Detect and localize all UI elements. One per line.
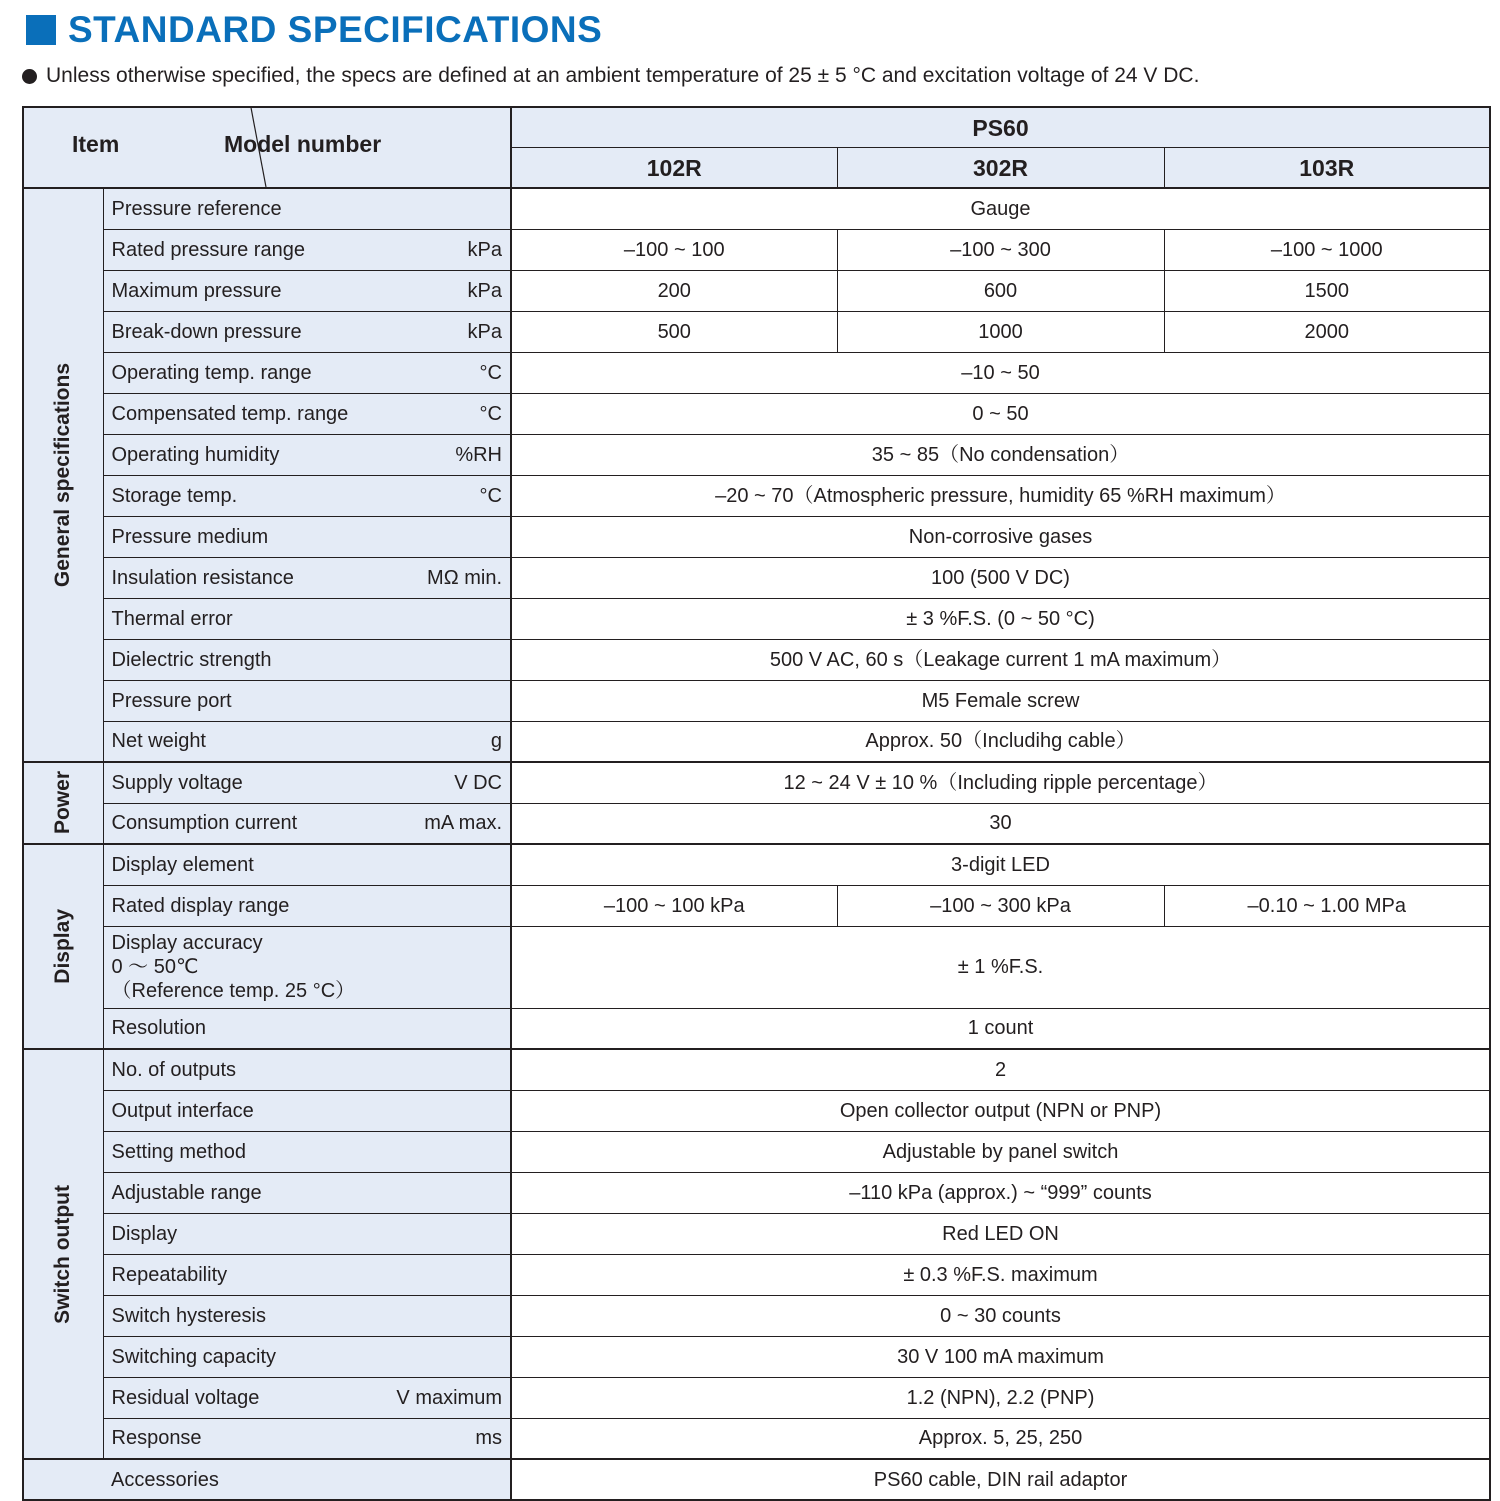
spec-row — [23, 926, 1490, 1008]
spec-item-cell — [103, 680, 511, 721]
accessories-value: PS60 cable, DIN rail adaptor — [511, 1459, 1490, 1500]
spec-row — [23, 229, 1490, 270]
spec-value: 600 — [837, 270, 1164, 311]
spec-item-cell — [103, 1172, 511, 1213]
spec-row — [23, 639, 1490, 680]
spec-value: 100 (500 V DC) — [511, 557, 1490, 598]
spec-item-cell — [103, 1418, 511, 1459]
spec-row — [23, 1336, 1490, 1377]
spec-value: 0 ~ 30 counts — [511, 1295, 1490, 1336]
spec-value: Approx. 5, 25, 250 — [511, 1418, 1490, 1459]
variant-header-302r: 302R — [837, 148, 1164, 189]
group-label: General specifications — [51, 362, 75, 588]
spec-item-label: Switching capacity — [111, 1345, 277, 1368]
spec-row — [23, 885, 1490, 926]
spec-note-text: Unless otherwise specified, the specs are defined at an ambient temperature of 25 ± 5 °C and excitation voltage of 24 V DC. — [46, 64, 1200, 87]
spec-item-label: Break-down pressure — [111, 320, 302, 343]
group-label: Switch output — [51, 1184, 75, 1324]
variant-header-103r: 103R — [1164, 148, 1490, 189]
spec-item-unit: mA max. — [424, 812, 502, 835]
page-title: STANDARD SPECIFICATIONS — [68, 9, 603, 50]
spec-row — [23, 598, 1490, 639]
spec-value: ± 0.3 %F.S. maximum — [511, 1254, 1490, 1295]
spec-row — [23, 721, 1490, 762]
spec-value: –100 ~ 300 kPa — [837, 885, 1164, 926]
spec-value: –0.10 ~ 1.00 MPa — [1164, 885, 1490, 926]
spec-row — [23, 352, 1490, 393]
spec-row — [23, 1008, 1490, 1049]
spec-value: Gauge — [511, 188, 1490, 229]
spec-row — [23, 762, 1490, 803]
spec-value: –100 ~ 100 — [511, 229, 837, 270]
spec-value: 0 ~ 50 — [511, 393, 1490, 434]
spec-row — [23, 1254, 1490, 1295]
spec-row — [23, 516, 1490, 557]
spec-item-label: Insulation resistance — [111, 566, 294, 589]
group-label: Power — [51, 771, 75, 835]
spec-row — [23, 188, 1490, 229]
spec-item-cell — [103, 393, 511, 434]
spec-row — [23, 1418, 1490, 1459]
spec-item-cell — [103, 475, 511, 516]
spec-item-label: Pressure port — [111, 689, 232, 712]
spec-item-label: Net weight — [111, 730, 206, 753]
spec-item-label: Maximum pressure — [111, 279, 282, 302]
spec-value: 3-digit LED — [511, 844, 1490, 885]
spec-item-label: Pressure medium — [111, 525, 269, 548]
spec-item-label: Rated pressure range — [111, 238, 305, 261]
spec-item-unit: g — [490, 730, 502, 753]
spec-value: Non-corrosive gases — [511, 516, 1490, 557]
spec-value: 1.2 (NPN), 2.2 (PNP) — [511, 1377, 1490, 1418]
spec-value: 2000 — [1164, 311, 1490, 352]
spec-item-label: Adjustable range — [111, 1181, 262, 1204]
spec-item-label: No. of outputs — [111, 1058, 237, 1081]
spec-item-label: Supply voltage — [111, 771, 243, 794]
spec-item-label: Storage temp. — [111, 484, 238, 507]
spec-item-cell — [103, 1377, 511, 1418]
spec-item-label: Output interface — [111, 1099, 254, 1122]
spec-value: –100 ~ 100 kPa — [511, 885, 837, 926]
spec-value: 35 ~ 85（No condensation） — [511, 434, 1490, 475]
spec-item-unit: kPa — [467, 320, 502, 343]
spec-item-label: Thermal error — [111, 607, 233, 630]
group-label-cell — [23, 1049, 103, 1459]
spec-item-unit: ms — [475, 1427, 502, 1450]
spec-item-cell — [103, 721, 511, 762]
spec-item-cell — [103, 1213, 511, 1254]
spec-item-cell — [103, 639, 511, 680]
spec-item-cell — [103, 1008, 511, 1049]
spec-item-label: Operating humidity — [111, 443, 280, 466]
spec-item-cell — [103, 803, 511, 844]
spec-item-cell — [103, 1336, 511, 1377]
spec-row — [23, 557, 1490, 598]
spec-item-cell — [103, 1295, 511, 1336]
spec-value: 12 ~ 24 V ± 10 %（Including ripple percentage） — [511, 762, 1490, 803]
spec-row — [23, 1049, 1490, 1090]
spec-value: Red LED ON — [511, 1213, 1490, 1254]
spec-item-unit: MΩ min. — [427, 566, 502, 589]
spec-value: 1000 — [837, 311, 1164, 352]
page-header — [26, 10, 602, 50]
group-label-cell — [23, 762, 103, 844]
spec-item-label: Display element — [111, 853, 254, 876]
spec-value: 200 — [511, 270, 837, 311]
square-icon — [26, 15, 56, 45]
spec-item-label: Display accuracy 0 〜 50℃ （Reference temp. 25 °C） — [111, 932, 356, 1002]
spec-value: 30 V 100 mA maximum — [511, 1336, 1490, 1377]
spec-value: ± 3 %F.S. (0 ~ 50 °C) — [511, 598, 1490, 639]
bullet-icon — [22, 69, 37, 84]
spec-item-label: Dielectric strength — [111, 648, 272, 671]
spec-item-label: Display — [111, 1222, 178, 1245]
spec-value: 2 — [511, 1049, 1490, 1090]
variant-header-102r: 102R — [511, 148, 837, 189]
model-name-header: PS60 — [511, 107, 1490, 148]
spec-item-unit: kPa — [467, 279, 502, 302]
item-header: Item — [72, 131, 120, 157]
spec-item-label: Operating temp. range — [111, 361, 312, 384]
item-model-header — [23, 107, 511, 188]
spec-item-cell — [103, 844, 511, 885]
spec-value: M5 Female screw — [511, 680, 1490, 721]
spec-value: 1 count — [511, 1008, 1490, 1049]
spec-item-label: Repeatability — [111, 1263, 228, 1286]
spec-item-unit: V maximum — [396, 1386, 502, 1409]
spec-item-unit: °C — [479, 484, 502, 507]
spec-row — [23, 1213, 1490, 1254]
spec-value: 500 V AC, 60 s（Leakage current 1 mA maximum） — [511, 639, 1490, 680]
spec-item-cell — [103, 762, 511, 803]
spec-item-label: Switch hysteresis — [111, 1304, 266, 1327]
spec-row — [23, 311, 1490, 352]
spec-item-cell — [103, 352, 511, 393]
spec-row — [23, 434, 1490, 475]
spec-item-cell — [103, 229, 511, 270]
spec-item-cell — [103, 1131, 511, 1172]
accessories-row — [23, 1459, 1490, 1500]
spec-item-cell — [103, 1090, 511, 1131]
spec-value: 1500 — [1164, 270, 1490, 311]
spec-item-cell — [103, 557, 511, 598]
spec-item-label: Resolution — [111, 1017, 207, 1040]
spec-item-label: Pressure reference — [111, 197, 282, 220]
spec-row — [23, 1090, 1490, 1131]
spec-item-cell — [103, 188, 511, 229]
spec-row — [23, 680, 1490, 721]
spec-row — [23, 1295, 1490, 1336]
spec-note — [22, 64, 1199, 88]
spec-item-label: Rated display range — [111, 894, 290, 917]
spec-item-unit: %RH — [455, 443, 502, 466]
spec-value: –100 ~ 1000 — [1164, 229, 1490, 270]
spec-item-cell — [103, 1254, 511, 1295]
spec-item-label: Response — [111, 1427, 202, 1450]
group-label-cell — [23, 844, 103, 1049]
spec-row — [23, 270, 1490, 311]
spec-item-cell — [103, 1049, 511, 1090]
spec-value: –100 ~ 300 — [837, 229, 1164, 270]
spec-row — [23, 803, 1490, 844]
spec-item-unit: °C — [479, 402, 502, 425]
spec-item-cell — [103, 434, 511, 475]
spec-value: 30 — [511, 803, 1490, 844]
group-label-cell — [23, 188, 103, 762]
spec-table — [22, 106, 1491, 1501]
spec-item-unit: V DC — [454, 771, 502, 794]
spec-item-cell — [103, 598, 511, 639]
spec-value: ± 1 %F.S. — [511, 926, 1490, 1008]
spec-item-cell — [103, 926, 511, 1008]
spec-value: 500 — [511, 311, 837, 352]
spec-row — [23, 1131, 1490, 1172]
spec-value: –110 kPa (approx.) ~ “999” counts — [511, 1172, 1490, 1213]
spec-value: Adjustable by panel switch — [511, 1131, 1490, 1172]
spec-item-cell — [103, 885, 511, 926]
spec-row — [23, 475, 1490, 516]
spec-item-cell — [103, 270, 511, 311]
spec-row — [23, 393, 1490, 434]
spec-item-label: Consumption current — [111, 812, 298, 835]
accessories-label: Accessories — [111, 1468, 219, 1491]
spec-value: Open collector output (NPN or PNP) — [511, 1090, 1490, 1131]
spec-row — [23, 1172, 1490, 1213]
spec-row — [23, 1377, 1490, 1418]
spec-value: –20 ~ 70（Atmospheric pressure, humidity 65 %RH maximum） — [511, 475, 1490, 516]
spec-value: Approx. 50（Includihg cable） — [511, 721, 1490, 762]
spec-value: –10 ~ 50 — [511, 352, 1490, 393]
spec-row — [23, 844, 1490, 885]
spec-item-cell — [103, 311, 511, 352]
spec-item-unit: kPa — [467, 238, 502, 261]
spec-item-cell — [103, 516, 511, 557]
spec-item-unit: °C — [479, 361, 502, 384]
spec-item-label: Setting method — [111, 1140, 247, 1163]
spec-item-label: Compensated temp. range — [111, 402, 349, 425]
accessories-spacer — [23, 1459, 103, 1500]
spec-item-label: Residual voltage — [111, 1386, 260, 1409]
model-number-header: Model number — [224, 131, 382, 157]
group-label: Display — [51, 909, 75, 984]
accessories-label-cell — [103, 1459, 511, 1500]
